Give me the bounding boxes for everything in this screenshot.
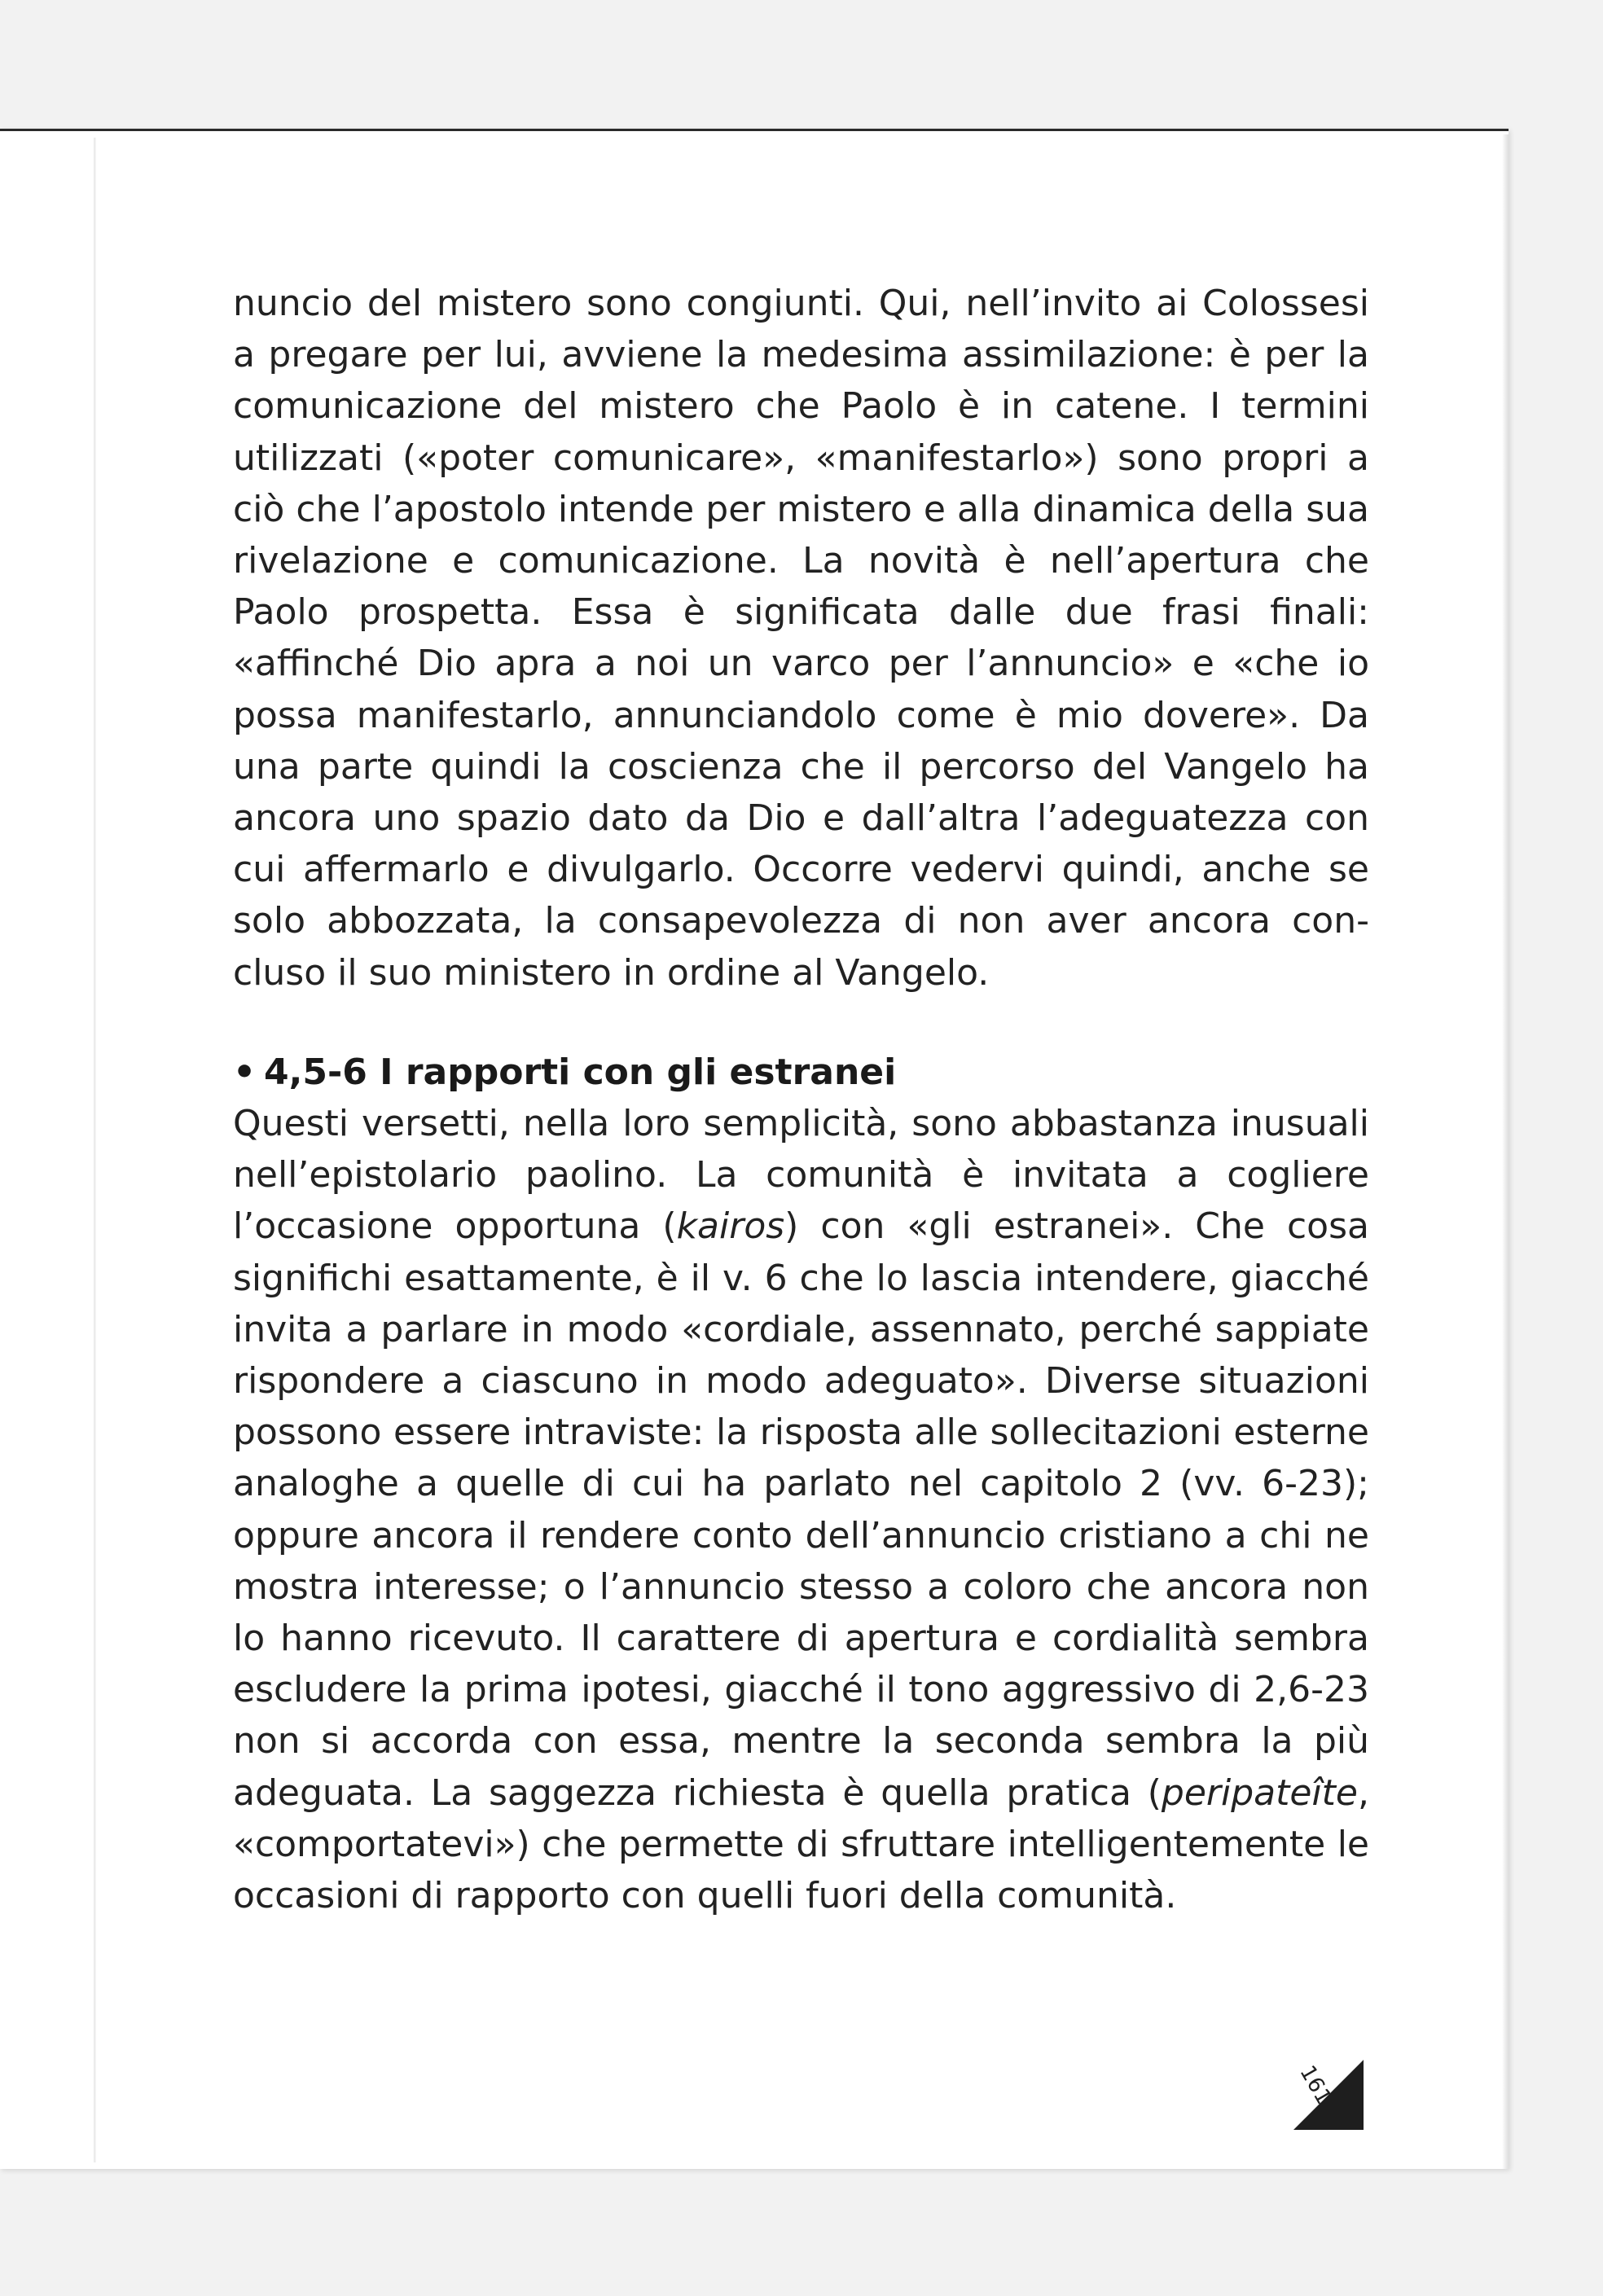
- page-number: 161: [1294, 2061, 1337, 2109]
- paragraph-2-part-3: , «comportatevi») che permette di sfruttare intelligentemente le occasioni di rapporto con quelli fuori della comunità.: [233, 1771, 1369, 1917]
- paragraph-2-part-1: Questi versetti, nella loro semplicità, sono abbastanza inusuali nell’epistolario paolino. La comunità è invitata a cogliere l’occasione opportuna (: [233, 1103, 1369, 1248]
- paragraph-2-part-2: ) con «gli estranei». Che cosa significhi esattamente, è il v. 6 che lo lascia intendere, giacché invita a parlare in modo «cordiale, assennato, perché sappiate rispondere a ciascuno in modo adeguato». Diverse situazioni possono essere intraviste: la risposta alle sollecitazioni esterne analoghe a quelle di cui ha parlato nel capitolo 2 (vv. 6-23); oppure ancora il rendere conto dell’annuncio cristiano a chi ne mostra interesse; o l’annuncio stesso a coloro che ancora non lo hanno ricevuto. Il carattere di apertura e cordialità sembra escludere la prima ipotesi, giacché il tono aggressivo di 2,6-23 non si accorda con essa, mentre la seconda sembra la più adeguata. La saggezza richiesta è quella pratica (: [233, 1205, 1369, 1814]
- book-page: [0, 129, 1509, 2169]
- section-heading: [233, 1047, 1369, 1098]
- section-heading-text: 4,5-6 I rapporti con gli estranei: [264, 1051, 897, 1093]
- body-text: [233, 278, 1369, 1921]
- page-number-marker: [1293, 2060, 1364, 2130]
- paragraph-1: nuncio del mistero sono congiunti. Qui, nell’invito ai Colossesi a pregare per lui, avviene la medesima assimilazione: è per la comunicazione del mistero che Paolo è in catene. I termini utilizzati («poter comunicare», «manifestarlo») sono propri a ciò che l’apostolo intende per mistero e alla dinamica della sua rivelazione e comunicazione. La novità è nell’apertura che Paolo prospetta. Essa è significata dalle due frasi finali: «affinché Dio apra a noi un varco per l’annuncio» e «che io possa manifestarlo, annunciandolo come è mio dovere». Da una parte quindi la coscienza che il percorso del Vangelo ha ancora uno spazio dato da Dio e dall’altra l’adeguatezza con cui affermarlo e divulgarlo. Occorre vedervi quindi, anche se solo abbozzata, la consapevolezza di non aver ancora concluso il suo ministero in ordine al Vangelo.: [233, 283, 1369, 994]
- bullet-icon: •: [233, 1051, 257, 1093]
- italic-term-kairos: kairos: [676, 1205, 785, 1248]
- page-edge: [1502, 134, 1509, 2169]
- italic-term-peripateite: peripateîte: [1161, 1771, 1358, 1814]
- paragraph-2: [233, 1098, 1369, 1921]
